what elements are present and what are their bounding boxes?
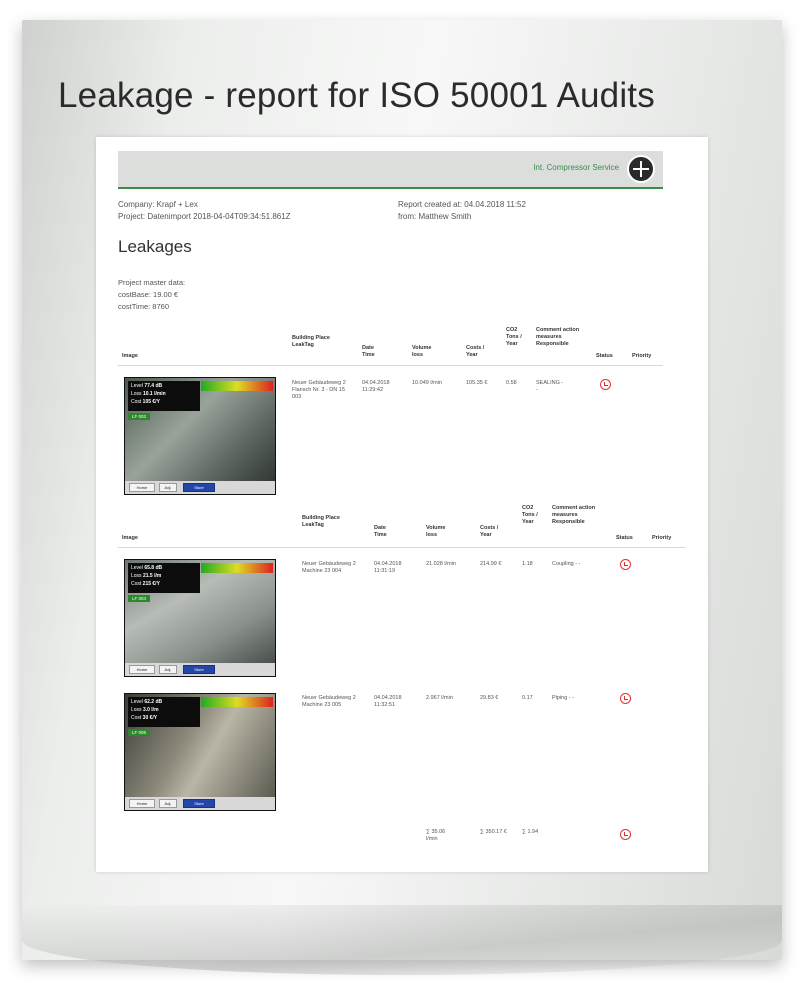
- status-reload-icon[interactable]: [620, 559, 631, 570]
- cell-costs: 29.83 €: [480, 695, 499, 701]
- report-header-bar: [118, 151, 663, 189]
- cell-co2: 0.17: [522, 695, 533, 701]
- device-toolbar: [125, 797, 275, 810]
- readout-panel: Level 65.8 dB Loss 21.5 l/m Cost 215 €/Y: [128, 563, 200, 593]
- report-document: [96, 137, 708, 872]
- col-co2: CO2 Tons / Year: [506, 327, 522, 347]
- device-toolbar: [125, 481, 275, 494]
- col-status: Status: [616, 535, 633, 541]
- cell-volume: 2.967 l/min: [426, 695, 453, 701]
- header-rule: [118, 547, 686, 548]
- col-costs: Costs / Year: [466, 345, 485, 358]
- cell-building: Neuer Gebäudeweg 2 Machine 23 005: [302, 695, 356, 708]
- col-volume: Volume loss: [426, 525, 446, 538]
- cell-date: 04.04.2018 11:32:51: [374, 695, 402, 708]
- store-button: Store: [183, 665, 215, 674]
- compass-logo-icon: [627, 155, 655, 183]
- adj-button: Adj.: [159, 483, 177, 492]
- leak-photo-3: [124, 693, 276, 811]
- total-co2: ∑ 1.94: [522, 829, 539, 835]
- adj-button: Adj.: [159, 665, 177, 674]
- readout-panel: Level 77.4 dB Loss 10.1 l/min Cost 105 €/Y: [128, 381, 200, 411]
- master-data-heading: Project master data:: [118, 278, 186, 287]
- total-costs: ∑ 350.17 €: [480, 829, 507, 835]
- store-button: Store: [183, 799, 215, 808]
- header-rule: [118, 365, 663, 366]
- cell-comment: Piping - -: [552, 695, 575, 701]
- master-data-block: [118, 277, 185, 313]
- leak-tag-badge: LF 003: [128, 413, 150, 420]
- col-priority: Priority: [652, 535, 672, 541]
- leak-photo-2: [124, 559, 276, 677]
- status-reload-icon[interactable]: [600, 379, 611, 390]
- leak-tag-badge: LF 004: [128, 595, 150, 602]
- company-line: Company: Krapf + Lex: [118, 200, 198, 209]
- signal-level-bar: [201, 697, 273, 707]
- col-co2: CO2 Tons / Year: [522, 505, 538, 525]
- status-reload-icon[interactable]: [620, 693, 631, 704]
- cell-co2: 0.58: [506, 380, 517, 386]
- home-button: Home: [129, 799, 155, 808]
- col-building: Building Place LeakTag: [302, 515, 340, 528]
- cost-base: costBase: 19.00 €: [118, 290, 179, 299]
- cell-co2: 1.18: [522, 561, 533, 567]
- project-line: Project: Datenimport 2018-04-04T09:34:51.861Z: [118, 212, 291, 221]
- col-date: Date Time: [374, 525, 387, 538]
- col-volume: Volume loss: [412, 345, 432, 358]
- col-comment: Comment action measures Responsible: [536, 327, 580, 347]
- cell-volume: 21.028 l/min: [426, 561, 456, 567]
- col-image: Image: [122, 535, 138, 541]
- signal-level-bar: [201, 381, 273, 391]
- col-date: Date Time: [362, 345, 375, 358]
- cell-building: Neuer Gebäudeweg 2 Machine 23 004: [302, 561, 356, 574]
- col-costs: Costs / Year: [480, 525, 499, 538]
- cell-volume: 10.049 l/min: [412, 380, 442, 386]
- cell-date: 04.04.2018 11:29:42: [362, 380, 390, 393]
- paper-curl-shadow: [22, 905, 782, 975]
- report-created-line: Report created at: 04.04.2018 11:52: [398, 200, 526, 209]
- home-button: Home: [129, 665, 155, 674]
- device-toolbar: [125, 663, 275, 676]
- cell-date: 04.04.2018 11:31:19: [374, 561, 402, 574]
- leak-photo-1: [124, 377, 276, 495]
- status-reload-icon[interactable]: [620, 829, 631, 840]
- total-volume: ∑ 35.06 l/min: [426, 829, 446, 842]
- cell-building: Neuer Gebäudeweg 2 Flansch Nr. 3 - DN 15 003: [292, 380, 346, 400]
- cost-time: costTime: 8760: [118, 302, 169, 311]
- leakages-heading: Leakages: [118, 237, 192, 256]
- col-comment: Comment action measures Responsible: [552, 505, 596, 525]
- col-priority: Priority: [632, 353, 652, 359]
- readout-panel: Level 62.2 dB Loss 3.0 l/m Cost 30 €/Y: [128, 697, 200, 727]
- col-image: Image: [122, 353, 138, 359]
- cell-costs: 105.35 €: [466, 380, 488, 386]
- adj-button: Adj.: [159, 799, 177, 808]
- cell-comment: Coupling - -: [552, 561, 581, 567]
- brand-label: Int. Compressor Service: [533, 163, 619, 172]
- col-status: Status: [596, 353, 613, 359]
- col-building: Building Place LeakTag: [292, 335, 330, 348]
- store-button: Store: [183, 483, 215, 492]
- author-line: from: Matthew Smith: [398, 212, 472, 221]
- leak-tag-badge: LF 005: [128, 729, 150, 736]
- cell-costs: 214.99 €: [480, 561, 502, 567]
- signal-level-bar: [201, 563, 273, 573]
- page-headline: Leakage - report for ISO 50001 Audits: [58, 76, 655, 115]
- home-button: Home: [129, 483, 155, 492]
- cell-comment: SEALING - -: [536, 380, 564, 393]
